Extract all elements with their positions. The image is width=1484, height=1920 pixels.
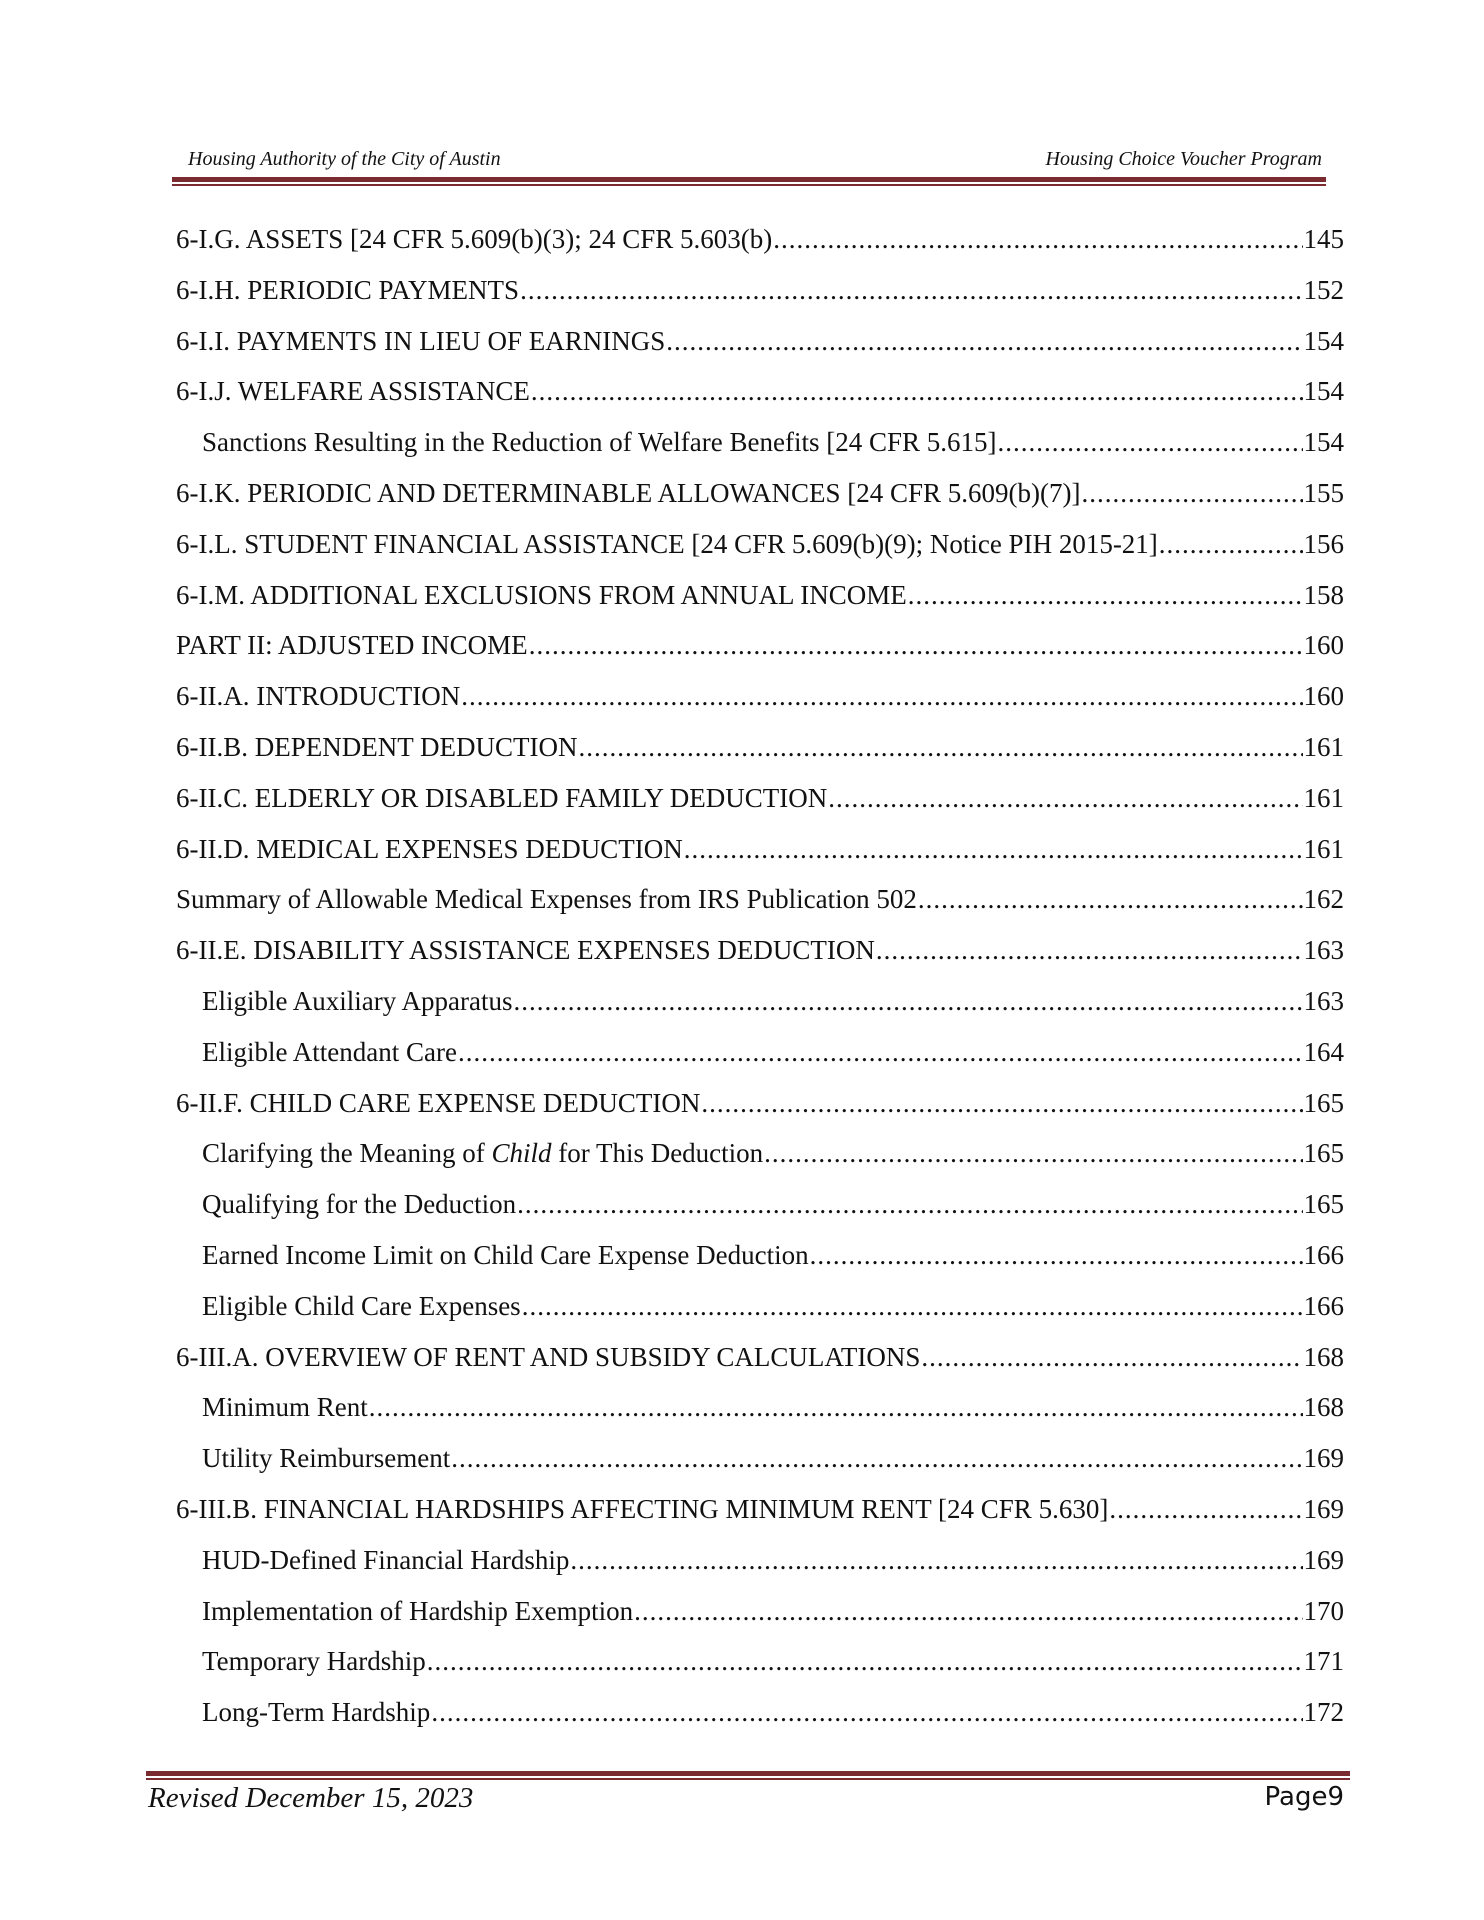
header-rule-thin xyxy=(172,184,1326,186)
toc-entry-title: 6-I.G. ASSETS [24 CFR 5.609(b)(3); 24 CFR 5.603(b) xyxy=(176,224,773,254)
toc-entry-page: 145 xyxy=(1303,224,1344,254)
table-of-contents xyxy=(176,219,1344,1743)
toc-entry-title: Utility Reimbursement xyxy=(202,1443,451,1474)
toc-subentry[interactable] xyxy=(176,1387,1344,1438)
toc-dot-leader xyxy=(578,727,1302,767)
toc-entry-page: 168 xyxy=(1303,1341,1344,1372)
footer-revised-date: Revised December 15, 2023 xyxy=(148,1782,474,1814)
toc-dot-leader xyxy=(451,1438,1302,1478)
toc-entry-page: 158 xyxy=(1303,579,1344,610)
toc-dot-leader xyxy=(828,778,1302,818)
toc-entry-page: 166 xyxy=(1303,1239,1344,1270)
toc-entry-page: 168 xyxy=(1303,1392,1344,1423)
toc-entry-title: PART II: ADJUSTED INCOME xyxy=(176,630,528,661)
header-organization: Housing Authority of the City of Austin xyxy=(188,148,501,170)
toc-entry[interactable] xyxy=(176,829,1344,880)
toc-entry-page: 154 xyxy=(1303,376,1344,407)
toc-subentry[interactable] xyxy=(176,1641,1344,1692)
toc-subentry[interactable] xyxy=(176,1032,1344,1083)
toc-dot-leader xyxy=(431,1692,1302,1732)
toc-entry-title: Summary of Allowable Medical Expenses from IRS Publication 502 xyxy=(176,884,917,915)
toc-entry-title: 6-III.B. FINANCIAL HARDSHIPS AFFECTING MINIMUM RENT [24 CFR 5.630] xyxy=(176,1493,1109,1524)
toc-dot-leader xyxy=(531,371,1303,411)
toc-entry[interactable] xyxy=(176,1337,1344,1388)
toc-entry[interactable] xyxy=(176,625,1344,676)
toc-entry-title: Minimum Rent xyxy=(202,1392,368,1423)
toc-dot-leader xyxy=(427,1641,1303,1681)
toc-entry-page: 156 xyxy=(1303,528,1344,559)
toc-entry-title: Eligible Auxiliary Apparatus xyxy=(202,985,513,1016)
toc-entry-page: 162 xyxy=(1303,884,1344,915)
toc-entry[interactable] xyxy=(176,270,1344,321)
toc-entry-page: 170 xyxy=(1303,1595,1344,1626)
toc-entry-page: 166 xyxy=(1303,1290,1344,1321)
toc-dot-leader xyxy=(369,1387,1303,1427)
toc-entry-title: Qualifying for the Deduction xyxy=(202,1189,517,1220)
toc-subentry[interactable] xyxy=(176,1692,1344,1743)
toc-entry-title: Earned Income Limit on Child Care Expense Deduction xyxy=(202,1239,809,1270)
toc-entry[interactable] xyxy=(176,321,1344,372)
toc-entry-title: Implementation of Hardship Exemption xyxy=(202,1595,634,1626)
page-header xyxy=(188,148,1322,172)
toc-dot-leader xyxy=(520,270,1302,310)
footer-page-number: Page9 xyxy=(1264,1782,1344,1812)
toc-dot-leader xyxy=(458,1032,1303,1072)
toc-entry-page: 165 xyxy=(1303,1138,1344,1169)
toc-subentry[interactable] xyxy=(176,1184,1344,1235)
toc-dot-leader xyxy=(701,1083,1302,1123)
toc-entry[interactable] xyxy=(176,524,1344,575)
toc-entry-title: Eligible Attendant Care xyxy=(202,1036,457,1067)
toc-entry-title: 6-I.H. PERIODIC PAYMENTS xyxy=(176,274,520,305)
toc-entry-title xyxy=(202,1133,763,1173)
toc-entry-page: 169 xyxy=(1303,1544,1344,1575)
header-program: Housing Choice Voucher Program xyxy=(1045,148,1322,170)
toc-subentry[interactable] xyxy=(176,422,1344,473)
toc-entry[interactable] xyxy=(176,1083,1344,1134)
toc-entry-page: 172 xyxy=(1303,1697,1344,1728)
toc-entry[interactable] xyxy=(176,473,1344,524)
toc-entry-title: 6-II.A. INTRODUCTION xyxy=(176,681,461,712)
toc-entry[interactable] xyxy=(176,575,1344,626)
toc-subentry[interactable] xyxy=(176,1286,1344,1337)
toc-entry[interactable] xyxy=(176,879,1344,930)
toc-entry-page: 161 xyxy=(1303,731,1344,762)
toc-subentry[interactable] xyxy=(176,1438,1344,1489)
toc-entry-page: 163 xyxy=(1303,935,1344,966)
toc-entry[interactable] xyxy=(176,778,1344,829)
toc-entry-page: 154 xyxy=(1303,427,1344,458)
toc-entry-page: 160 xyxy=(1303,681,1344,712)
toc-entry-page: 169 xyxy=(1303,1443,1344,1474)
toc-entry-title: Eligible Child Care Expenses xyxy=(202,1290,521,1321)
toc-dot-leader xyxy=(513,981,1302,1021)
toc-entry-page: 154 xyxy=(1303,325,1344,356)
toc-entry-page: 161 xyxy=(1303,833,1344,864)
toc-entry[interactable] xyxy=(176,676,1344,727)
toc-entry-title: HUD-Defined Financial Hardship xyxy=(202,1544,570,1575)
toc-entry-page: 155 xyxy=(1303,477,1344,508)
toc-dot-leader xyxy=(517,1184,1302,1224)
toc-entry[interactable] xyxy=(176,727,1344,778)
toc-entry-title: Sanctions Resulting in the Reduction of Welfare Benefits [24 CFR 5.615] xyxy=(202,427,997,458)
toc-subentry[interactable] xyxy=(176,1591,1344,1642)
toc-entry-title: 6-II.E. DISABILITY ASSISTANCE EXPENSES DEDUCTION xyxy=(176,935,875,966)
toc-dot-leader xyxy=(634,1591,1302,1631)
toc-entry-title: 6-I.I. PAYMENTS IN LIEU OF EARNINGS xyxy=(176,325,666,356)
toc-subentry[interactable] xyxy=(176,1540,1344,1591)
toc-entry-title: 6-III.A. OVERVIEW OF RENT AND SUBSIDY CALCULATIONS xyxy=(176,1341,921,1372)
toc-entry-page: 169 xyxy=(1303,1493,1344,1524)
toc-dot-leader xyxy=(997,422,1302,462)
toc-entry-title-start: Clarifying the Meaning of xyxy=(202,1138,492,1169)
toc-entry-page: 165 xyxy=(1303,1087,1344,1118)
toc-dot-leader xyxy=(921,1337,1302,1377)
toc-entry-title: 6-II.C. ELDERLY OR DISABLED FAMILY DEDUCTION xyxy=(176,782,828,813)
toc-subentry[interactable] xyxy=(176,1133,1344,1184)
toc-subentry[interactable] xyxy=(176,1235,1344,1286)
toc-entry-page: 161 xyxy=(1303,782,1344,813)
toc-entry-title: 6-II.D. MEDICAL EXPENSES DEDUCTION xyxy=(176,833,683,864)
toc-dot-leader xyxy=(684,829,1303,869)
toc-dot-leader xyxy=(570,1540,1302,1580)
toc-entry-title-end: for This Deduction xyxy=(551,1138,764,1169)
header-rule-thick xyxy=(172,177,1326,182)
footer-rule-thick xyxy=(146,1771,1350,1776)
toc-dot-leader xyxy=(918,879,1303,919)
toc-entry-page: 163 xyxy=(1303,985,1344,1016)
footer-rule-thin xyxy=(146,1778,1350,1780)
toc-dot-leader xyxy=(1109,1489,1302,1529)
toc-entry-page: 171 xyxy=(1303,1646,1344,1677)
toc-entry-title: 6-II.B. DEPENDENT DEDUCTION xyxy=(176,731,578,762)
toc-entry-title: 6-II.F. CHILD CARE EXPENSE DEDUCTION xyxy=(176,1087,701,1118)
toc-dot-leader xyxy=(1159,524,1303,564)
toc-dot-leader xyxy=(876,930,1303,970)
toc-entry-title: 6-I.J. WELFARE ASSISTANCE xyxy=(176,376,530,407)
toc-entry-page: 152 xyxy=(1303,274,1344,305)
toc-dot-leader xyxy=(461,676,1302,716)
toc-entry-page: 164 xyxy=(1303,1036,1344,1067)
toc-dot-leader xyxy=(522,1286,1303,1326)
toc-entry-title: 6-I.L. STUDENT FINANCIAL ASSISTANCE [24 CFR 5.609(b)(9); Notice PIH 2015-21] xyxy=(176,528,1158,559)
toc-entry[interactable] xyxy=(176,1489,1344,1540)
toc-entry-title-italic: Child xyxy=(491,1138,552,1169)
toc-dot-leader xyxy=(1081,473,1302,513)
toc-dot-leader xyxy=(908,575,1303,615)
toc-entry-title: Temporary Hardship xyxy=(202,1646,426,1677)
toc-dot-leader xyxy=(810,1235,1303,1275)
toc-dot-leader xyxy=(764,1133,1302,1173)
toc-dot-leader xyxy=(773,219,1302,259)
toc-entry-title: 6-I.M. ADDITIONAL EXCLUSIONS FROM ANNUAL INCOME xyxy=(176,579,907,610)
toc-entry[interactable] xyxy=(176,219,1344,270)
toc-entry-page: 160 xyxy=(1303,630,1344,661)
toc-dot-leader xyxy=(666,321,1302,361)
toc-entry-page: 165 xyxy=(1303,1189,1344,1220)
toc-dot-leader xyxy=(529,625,1303,665)
toc-entry-title: Long-Term Hardship xyxy=(202,1697,431,1728)
toc-entry-title: 6-I.K. PERIODIC AND DETERMINABLE ALLOWANCES [24 CFR 5.609(b)(7)] xyxy=(176,477,1081,508)
toc-entry[interactable] xyxy=(176,930,1344,981)
toc-entry[interactable] xyxy=(176,371,1344,422)
toc-subentry[interactable] xyxy=(176,981,1344,1032)
